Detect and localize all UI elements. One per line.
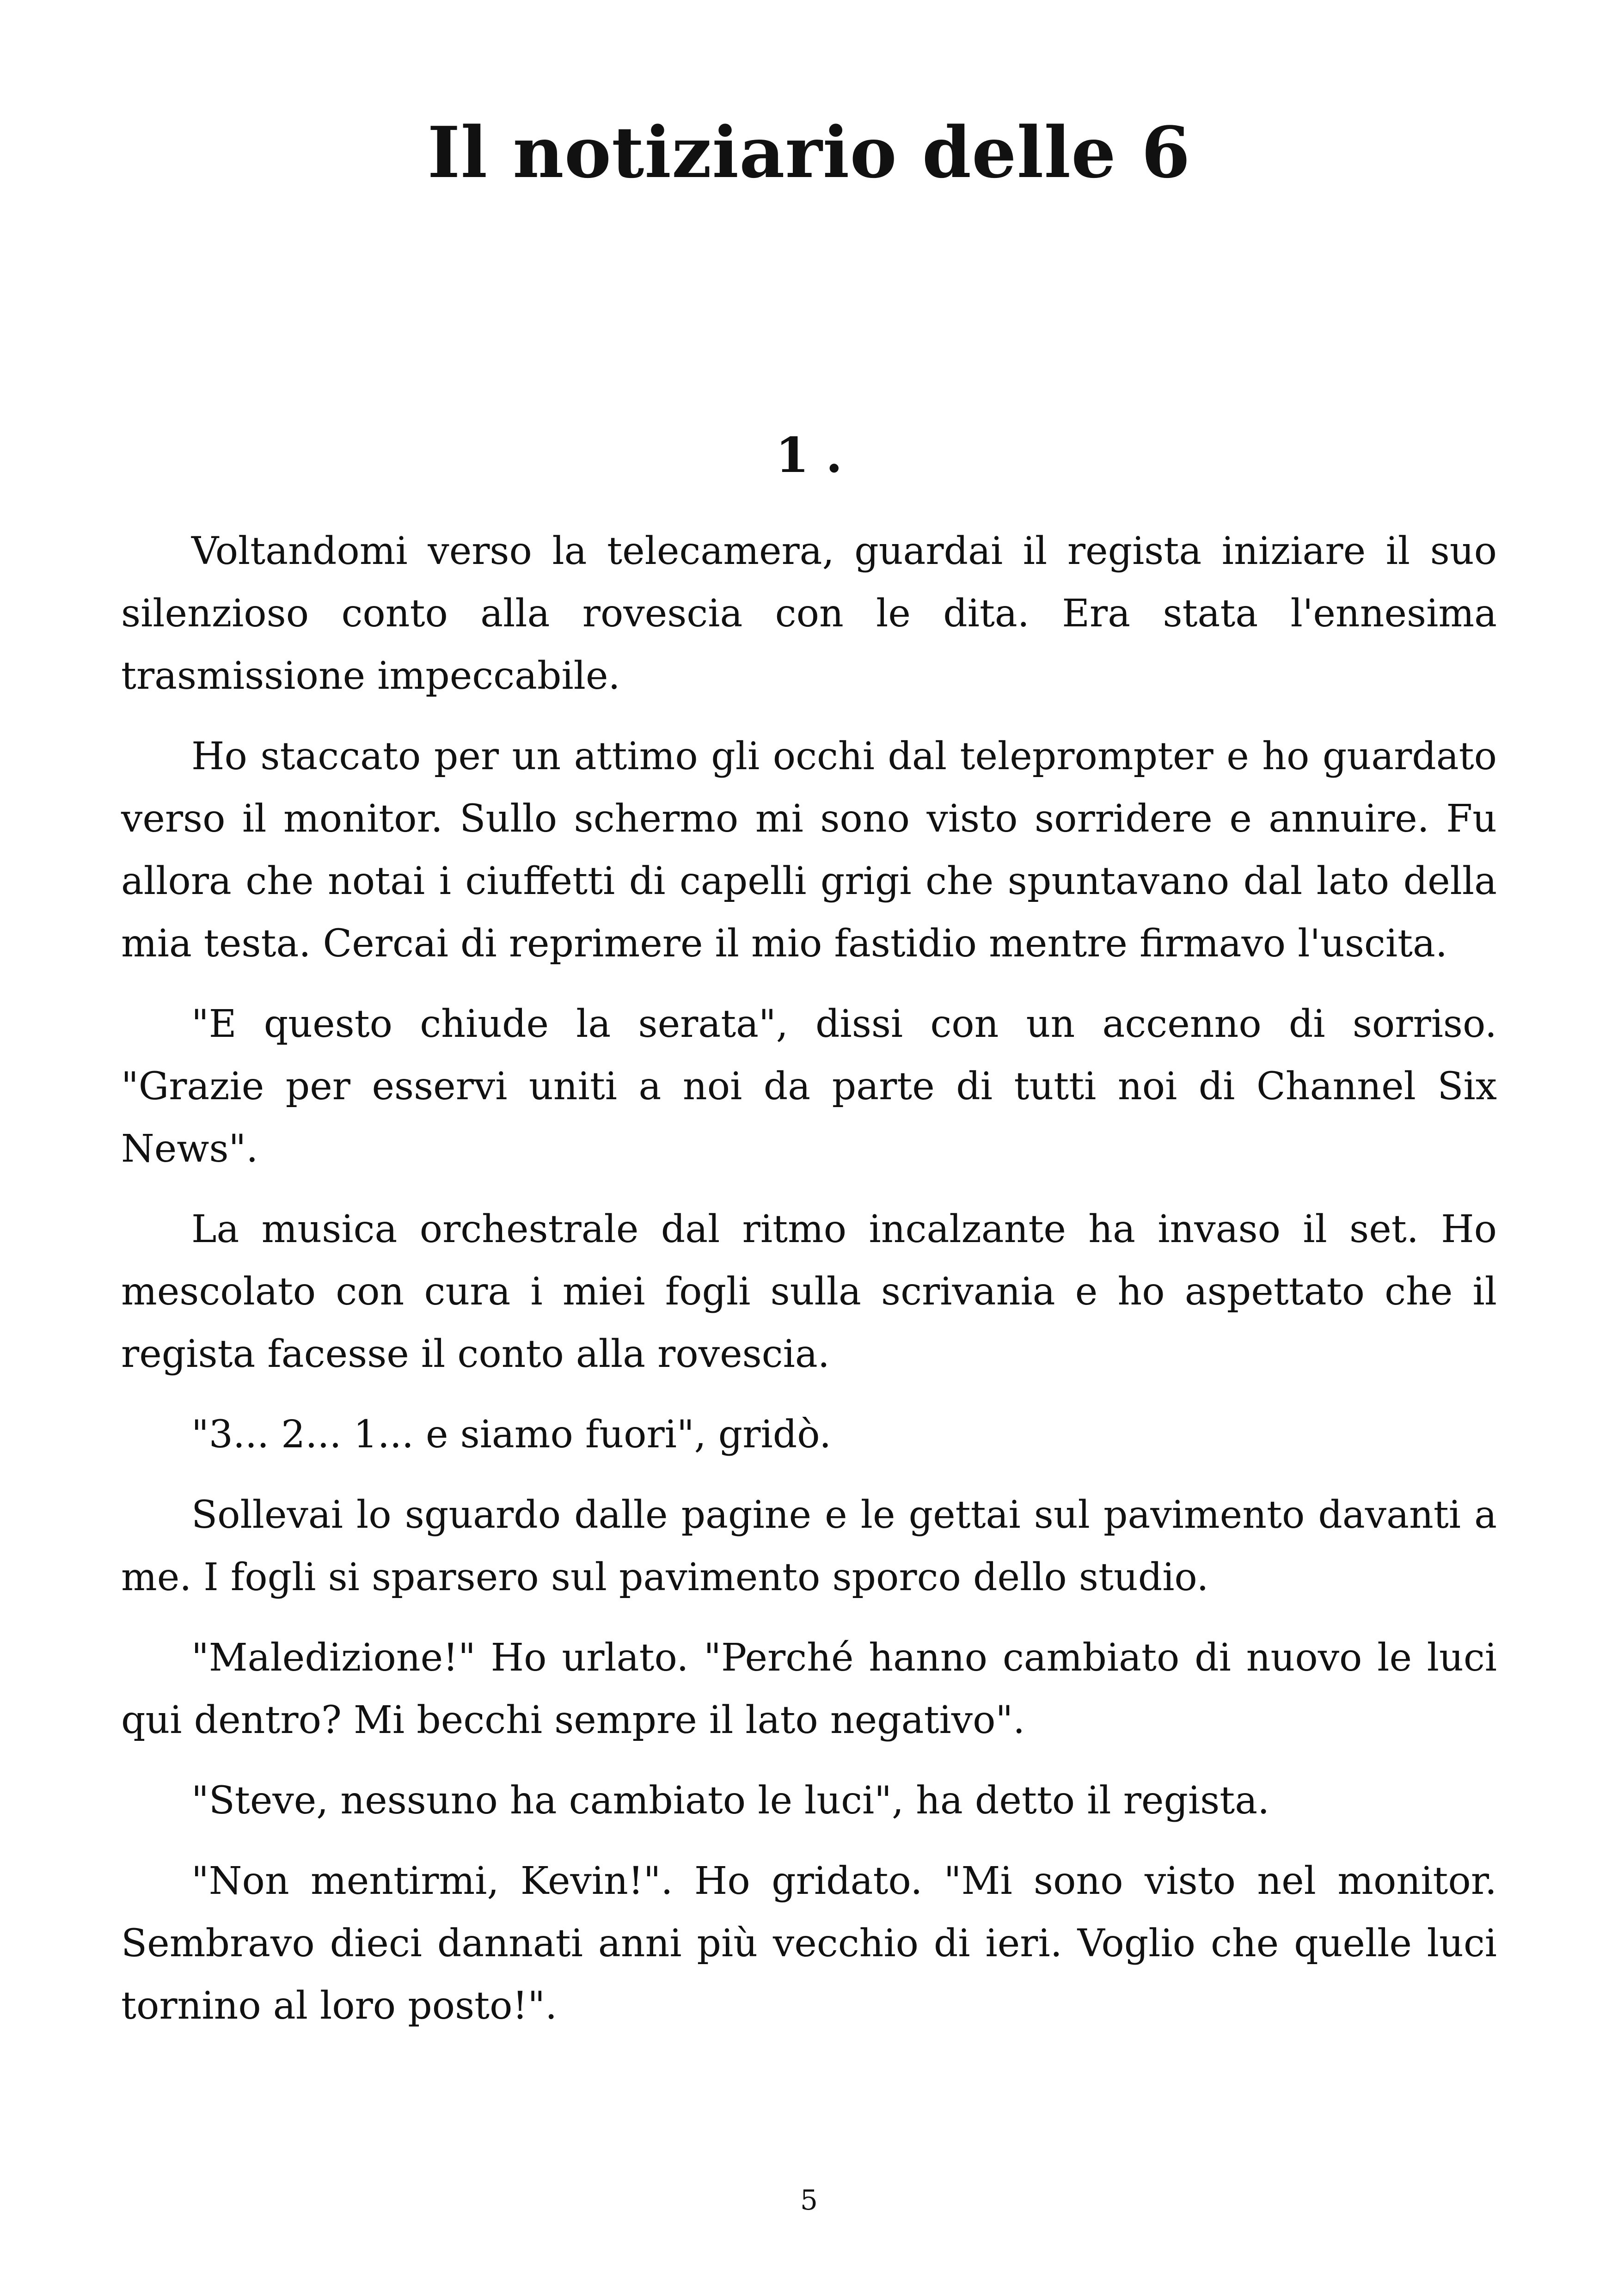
- paragraph: "3... 2... 1... e siamo fuori", gridò.: [191, 1413, 832, 1457]
- chapter-heading: 1 .: [775, 427, 843, 484]
- paragraph: "Steve, nessuno ha cambiato le luci", ha detto il regista.: [191, 1779, 1270, 1823]
- paragraph: Voltandomi verso la telecamera, guardai il regista iniziare il suo silenzioso conto alla rovescia con le dita. Era stata l'ennesima trasmissione impeccabile.: [121, 529, 1497, 698]
- paragraph: "E questo chiude la serata", dissi con un accenno di sorriso. "Grazie per esservi uniti a noi da parte di tutti noi di Channel Six News".: [121, 1002, 1497, 1171]
- paragraph: La musica orchestrale dal ritmo incalzante ha invaso il set. Ho mescolato con cura i miei fogli sulla scrivania e ho aspettato che il regista facesse il conto alla rovescia.: [121, 1207, 1497, 1376]
- body-text: [121, 520, 1497, 2055]
- paragraph: Sollevai lo sguardo dalle pagine e le gettai sul pavimento davanti a me. I fogli si sparsero sul pavimento sporco dello studio.: [121, 1493, 1497, 1599]
- page-title: Il notiziario delle 6: [427, 111, 1191, 194]
- paragraph: "Non mentirmi, Kevin!". Ho gridato. "Mi sono visto nel monitor. Sembravo dieci dannati anni più vecchio di ieri. Voglio che quelle luci tornino al loro posto!".: [121, 1859, 1497, 2028]
- page-number: 5: [800, 2184, 818, 2216]
- paragraph: "Maledizione!" Ho urlato. "Perché hanno cambiato di nuovo le luci qui dentro? Mi becchi sempre il lato negativo".: [121, 1636, 1497, 1742]
- paragraph: Ho staccato per un attimo gli occhi dal teleprompter e ho guardato verso il monitor. Sullo schermo mi sono visto sorridere e annuire. Fu allora che notai i ciuffetti di capelli grigi che spuntavano dal lato della mia testa. Cercai di reprimere il mio fastidio mentre firmavo l'uscita.: [121, 735, 1497, 966]
